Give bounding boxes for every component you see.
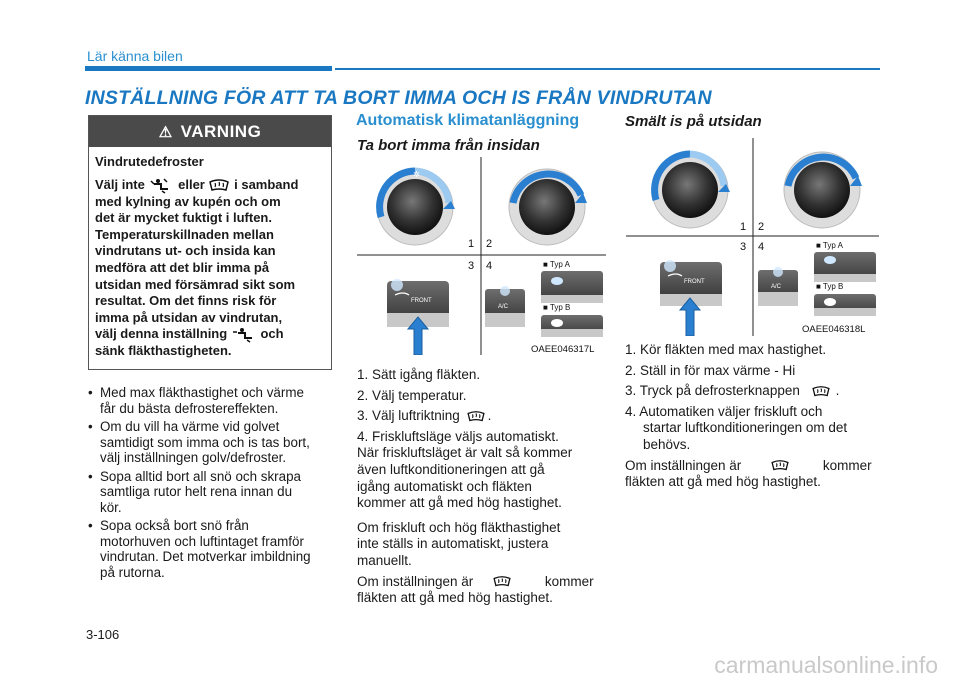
windshield-defrost-icon bbox=[464, 410, 488, 424]
recirc-button-type-b bbox=[541, 315, 603, 337]
step-line: startar luftkonditioneringen om det bbox=[643, 420, 848, 436]
list-item bbox=[88, 518, 334, 580]
warning-line: resultat. Om det finns risk för bbox=[95, 293, 277, 309]
list-item-line: vindrutan. Det motverkar imbildning bbox=[100, 549, 311, 564]
control-panel-illustration bbox=[357, 157, 606, 355]
warning-heading: VARNING bbox=[180, 122, 262, 141]
outside-melt-heading: Smält is på utsidan bbox=[625, 113, 762, 130]
paragraph-text: kommer bbox=[544, 573, 594, 589]
list-item-line: får du bästa defrostereffekten. bbox=[100, 400, 279, 416]
warning-line: imma på utsidan av vindrutan, bbox=[95, 309, 283, 325]
step: 1. Kör fläkten med max hastighet. bbox=[625, 342, 827, 357]
type-b-label: ■ Typ B bbox=[816, 282, 844, 291]
list-item-line: motorhuven och luftintaget framför bbox=[100, 533, 304, 549]
label-4: 4 bbox=[758, 241, 765, 253]
paragraph bbox=[625, 458, 879, 491]
figure-code: OAEE046318L bbox=[802, 324, 866, 335]
step-text: . bbox=[487, 408, 492, 424]
step bbox=[625, 404, 879, 454]
list-item bbox=[88, 469, 334, 516]
temperature-knob bbox=[509, 169, 587, 245]
warning-line: medföra att det blir imma på bbox=[95, 259, 270, 275]
ac-button bbox=[485, 286, 525, 327]
paragraph-text: Om inställningen är bbox=[625, 457, 742, 473]
list-item-line: välj inställningen golv/defroster. bbox=[100, 450, 287, 465]
warning-line bbox=[95, 326, 325, 343]
paragraph-line: manuellt. bbox=[357, 552, 412, 568]
list-item-line: • Om du vill ha värme vid golvet bbox=[100, 419, 280, 434]
recirc-button-type-a bbox=[814, 252, 876, 282]
paragraph-line: igång automatiskt och fläkten bbox=[357, 478, 532, 494]
paragraph-line: fläkten att gå med hög hastighet. bbox=[625, 474, 821, 490]
warning-text-part: välj denna inställning bbox=[95, 326, 228, 342]
warning-header bbox=[89, 116, 331, 147]
outside-melt-steps bbox=[625, 342, 879, 495]
svg-text:A/C: A/C bbox=[771, 284, 782, 290]
warning-box bbox=[88, 115, 332, 370]
warning-line: med kylning av kupén och om bbox=[95, 193, 281, 209]
step-line: behövs. bbox=[643, 436, 691, 452]
tips-list bbox=[88, 385, 334, 583]
step-text: 3. Välj luftriktning bbox=[357, 408, 460, 424]
list-item bbox=[88, 385, 334, 416]
warning-text-part: och bbox=[260, 326, 284, 342]
warning-line bbox=[95, 177, 325, 194]
paragraph-line bbox=[357, 574, 605, 591]
step-line: 4. Automatiken väljer friskluft och bbox=[625, 403, 823, 419]
step-text: 3. Tryck på defrosterknappen bbox=[625, 383, 800, 399]
paragraph-line: fläkten att gå med hög hastighet. bbox=[357, 590, 553, 606]
svg-text:✲: ✲ bbox=[413, 170, 420, 179]
paragraph-text: Om inställningen är bbox=[357, 573, 474, 589]
warning-text-part: eller bbox=[178, 177, 205, 192]
recirc-button-type-b bbox=[814, 294, 876, 316]
climate-heading: Automatisk klimatanläggning bbox=[356, 112, 580, 129]
type-a-label: ■ Typ A bbox=[543, 260, 570, 269]
page-title: INSTÄLLNING FÖR ATT TA BORT IMMA OCH IS FRÅN VINDRUTAN bbox=[85, 87, 712, 109]
climate-figure-outside bbox=[626, 138, 879, 336]
warning-line: sänk fläkthastigheten. bbox=[95, 342, 232, 358]
recirc-button-type-a bbox=[541, 271, 603, 303]
face-floor-icon bbox=[231, 327, 257, 343]
warning-text bbox=[95, 177, 325, 360]
fan-knob bbox=[377, 169, 455, 245]
step: 2. Välj temperatur. bbox=[357, 387, 467, 403]
warning-text-part: i samband bbox=[234, 177, 299, 192]
header-bar-thin bbox=[335, 68, 880, 70]
warning-line: vindrutans ut- och insida kan bbox=[95, 243, 276, 259]
inside-defog-heading: Ta bort imma från insidan bbox=[357, 137, 540, 154]
paragraph-text: kommer bbox=[822, 457, 872, 473]
header-bar-thick bbox=[85, 66, 332, 71]
windshield-defrost-icon bbox=[810, 385, 832, 399]
list-item-line: samtidigt som imma och is tas bort, bbox=[100, 434, 310, 450]
step bbox=[625, 383, 879, 400]
paragraph bbox=[357, 520, 605, 570]
warning-triangle-icon: ⚠ bbox=[158, 124, 173, 141]
watermark: carmanualsonline.info bbox=[714, 652, 938, 678]
svg-text:FRONT: FRONT bbox=[411, 298, 432, 304]
floor-defrost-icon bbox=[148, 178, 174, 194]
control-panel-illustration bbox=[626, 138, 879, 336]
label-2: 2 bbox=[758, 221, 765, 233]
list-item-line: på rutorna. bbox=[100, 564, 165, 580]
list-item-line: kör. bbox=[100, 499, 122, 515]
windshield-defrost-icon bbox=[769, 459, 791, 473]
svg-text:FRONT: FRONT bbox=[684, 279, 705, 285]
list-item-line: • Sopa också bort snö från bbox=[100, 518, 249, 533]
warning-line: utsidan med försämrad sikt som bbox=[95, 276, 296, 292]
label-2: 2 bbox=[486, 238, 493, 250]
step: 1. Sätt igång fläkten. bbox=[357, 367, 481, 382]
temperature-knob bbox=[784, 152, 862, 228]
paragraph-line: När friskluftsläget är valt så kommer bbox=[357, 445, 573, 461]
section-label: Lär känna bilen bbox=[87, 48, 183, 64]
climate-figure-inside bbox=[357, 157, 606, 355]
label-3: 3 bbox=[740, 241, 747, 253]
figure-code: OAEE046317L bbox=[531, 344, 595, 355]
step-text: . bbox=[835, 383, 840, 399]
warning-subtitle: Vindrutedefroster bbox=[95, 154, 204, 169]
step: 2. Ställ in för max värme - Hi bbox=[625, 362, 796, 378]
list-item-line: samtliga rutor helt rena innan du bbox=[100, 484, 293, 499]
svg-text:A/C: A/C bbox=[498, 304, 509, 310]
paragraph-line bbox=[625, 458, 879, 475]
fan-knob bbox=[652, 152, 730, 228]
label-1: 1 bbox=[740, 221, 747, 233]
label-3: 3 bbox=[468, 260, 475, 272]
list-item bbox=[88, 419, 334, 466]
step bbox=[357, 408, 605, 425]
ac-button bbox=[758, 267, 798, 306]
warning-text-part: Välj inte bbox=[95, 177, 145, 192]
paragraph bbox=[357, 574, 605, 607]
warning-line: Temperaturskillnaden mellan bbox=[95, 226, 274, 242]
list-item-line: • Sopa alltid bort all snö och skrapa bbox=[100, 468, 301, 484]
paragraph-line: inte ställs in automatiskt, justera bbox=[357, 536, 549, 552]
label-4: 4 bbox=[486, 260, 493, 272]
paragraph-line: kommer att gå med hög hastighet. bbox=[357, 495, 562, 511]
paragraph-line: även luftkonditioneringen att gå bbox=[357, 461, 545, 477]
inside-defog-steps bbox=[357, 367, 605, 611]
list-item-line: • Med max fläkthastighet och värme bbox=[100, 385, 304, 400]
page-number: 3-106 bbox=[86, 627, 120, 642]
warning-line: det är mycket fuktigt i luften. bbox=[95, 210, 272, 226]
type-b-label: ■ Typ B bbox=[543, 303, 571, 312]
paragraph-line: 4. Friskluftsläge väljs automatiskt. bbox=[357, 428, 559, 444]
windshield-defrost-icon bbox=[491, 575, 513, 589]
label-1: 1 bbox=[468, 238, 475, 250]
windshield-defrost-icon bbox=[208, 178, 230, 194]
paragraph bbox=[357, 429, 605, 512]
type-a-label: ■ Typ A bbox=[816, 241, 843, 250]
paragraph-line: Om friskluft och hög fläkthastighet bbox=[357, 519, 561, 535]
